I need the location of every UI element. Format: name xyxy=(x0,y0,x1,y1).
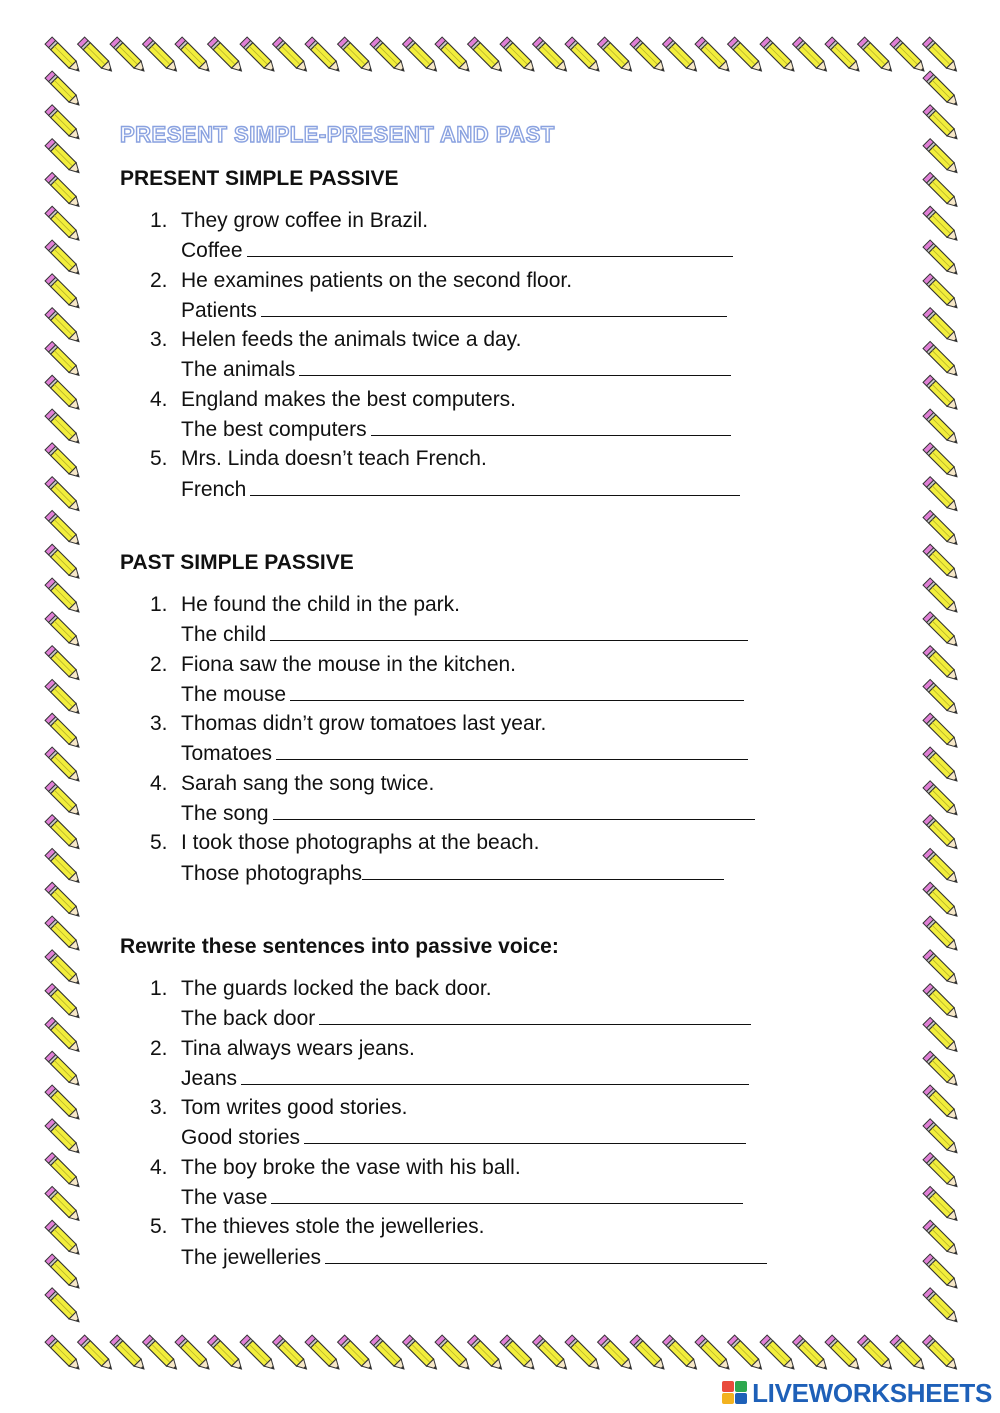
answer-blank[interactable] xyxy=(290,679,744,701)
pencil-icon xyxy=(923,544,960,581)
pencil-icon xyxy=(793,1335,830,1372)
liveworksheets-logo[interactable] xyxy=(722,1379,992,1407)
exercise-item xyxy=(120,650,880,710)
answer-prompt: The back door xyxy=(181,1007,316,1031)
pencil-icon xyxy=(760,37,797,74)
pencil-icon xyxy=(45,1119,82,1156)
exercise-list xyxy=(120,974,880,1272)
pencil-icon xyxy=(923,139,960,176)
item-sentence: Helen feeds the animals twice a day. xyxy=(181,328,522,352)
pencil-icon xyxy=(45,1085,82,1122)
item-sentence: Fiona saw the mouse in the kitchen. xyxy=(181,652,517,676)
exercise-item xyxy=(120,709,880,769)
item-number: 3. xyxy=(150,328,168,352)
worksheet-title: PRESENT SIMPLE-PRESENT AND PAST xyxy=(120,122,555,147)
pencil-icon xyxy=(45,409,82,446)
pencil-icon xyxy=(305,37,342,74)
pencil-icon xyxy=(923,206,960,243)
pencil-icon xyxy=(468,37,505,74)
pencil-icon xyxy=(273,1335,310,1372)
item-sentence: He examines patients on the second floor. xyxy=(181,268,573,292)
pencil-icon xyxy=(45,37,82,74)
item-sentence: Tom writes good stories. xyxy=(181,1096,408,1120)
answer-blank[interactable] xyxy=(371,414,731,436)
pencil-icon xyxy=(143,1335,180,1372)
pencil-icon xyxy=(825,1335,862,1372)
item-number: 4. xyxy=(150,1155,168,1179)
pencil-icon xyxy=(923,646,960,683)
item-number: 5. xyxy=(150,831,168,855)
item-sentence: Thomas didn’t grow tomatoes last year. xyxy=(181,712,547,736)
exercise-list xyxy=(120,590,880,888)
pencil-icon xyxy=(175,1335,212,1372)
pencil-icon xyxy=(45,1153,82,1190)
answer-prompt: Coffee xyxy=(181,239,243,263)
pencil-icon xyxy=(45,747,82,784)
pencil-icon xyxy=(45,950,82,987)
pencil-icon xyxy=(45,206,82,243)
answer-blank[interactable] xyxy=(276,738,748,760)
exercise-item xyxy=(120,828,880,888)
pencil-icon xyxy=(370,37,407,74)
pencil-icon xyxy=(598,37,635,74)
item-number: 3. xyxy=(150,712,168,736)
answer-prompt: The song xyxy=(181,802,269,826)
pencil-icon xyxy=(45,578,82,615)
pencil-icon xyxy=(923,950,960,987)
answer-prompt: Those photographs xyxy=(181,861,362,885)
pencil-icon xyxy=(403,1335,440,1372)
pencil-icon xyxy=(923,1153,960,1190)
pencil-icon xyxy=(923,172,960,209)
pencil-icon xyxy=(630,1335,667,1372)
pencil-icon xyxy=(45,781,82,818)
exercise-item xyxy=(120,769,880,829)
pencil-icon xyxy=(923,916,960,953)
answer-prompt: The vase xyxy=(181,1186,268,1210)
pencil-icon xyxy=(175,37,212,74)
exercise-item xyxy=(120,1034,880,1094)
pencil-icon xyxy=(923,1186,960,1223)
exercise-list xyxy=(120,206,880,504)
pencil-icon xyxy=(45,139,82,176)
answer-blank[interactable] xyxy=(247,235,733,257)
pencil-icon xyxy=(923,984,960,1021)
pencil-icon xyxy=(45,105,82,142)
pencil-icon xyxy=(825,37,862,74)
answer-blank[interactable] xyxy=(299,354,731,376)
answer-prompt: French xyxy=(181,477,247,501)
pencil-icon xyxy=(110,37,147,74)
item-sentence: Tina always wears jeans. xyxy=(181,1036,415,1060)
pencil-icon xyxy=(45,646,82,683)
pencil-icon xyxy=(208,1335,245,1372)
pencil-icon xyxy=(500,37,537,74)
pencil-icon xyxy=(240,37,277,74)
item-sentence: The thieves stole the jewelleries. xyxy=(181,1215,485,1239)
pencil-icon xyxy=(500,1335,537,1372)
pencil-icon xyxy=(663,37,700,74)
pencil-icon xyxy=(208,37,245,74)
item-number: 4. xyxy=(150,387,168,411)
pencil-icon xyxy=(923,1254,960,1291)
item-number: 2. xyxy=(150,652,168,676)
exercise-item xyxy=(120,1212,880,1272)
pencil-icon xyxy=(533,37,570,74)
pencil-icon xyxy=(923,882,960,919)
pencil-icon xyxy=(45,240,82,277)
pencil-icon xyxy=(305,1335,342,1372)
pencil-icon xyxy=(468,1335,505,1372)
exercise-item xyxy=(120,590,880,650)
pencil-icon xyxy=(45,375,82,412)
pencil-icon xyxy=(45,172,82,209)
answer-prompt: Jeans xyxy=(181,1066,238,1090)
pencil-icon xyxy=(858,37,895,74)
pencil-icon xyxy=(923,1335,960,1372)
pencil-icon xyxy=(598,1335,635,1372)
item-sentence: I took those photographs at the beach. xyxy=(181,831,540,855)
answer-prompt: Tomatoes xyxy=(181,742,273,766)
pencil-icon xyxy=(923,1051,960,1088)
pencil-icon xyxy=(110,1335,147,1372)
pencil-icon xyxy=(923,443,960,480)
pencil-icon xyxy=(630,37,667,74)
exercise-item xyxy=(120,444,880,504)
pencil-icon xyxy=(45,1017,82,1054)
answer-blank[interactable] xyxy=(319,1003,751,1025)
pencil-icon xyxy=(45,341,82,378)
pencil-icon xyxy=(45,477,82,514)
exercise-item xyxy=(120,1093,880,1153)
pencil-icon xyxy=(45,848,82,885)
item-number: 2. xyxy=(150,1036,168,1060)
pencil-icon xyxy=(890,37,927,74)
pencil-icon xyxy=(45,71,82,108)
pencil-icon xyxy=(45,1051,82,1088)
section-heading: Rewrite these sentences into passive voice: xyxy=(120,934,559,958)
section-rewrite-passive xyxy=(120,930,880,1272)
section-heading: PRESENT SIMPLE PASSIVE xyxy=(120,167,399,190)
answer-blank[interactable] xyxy=(273,798,755,820)
pencil-icon xyxy=(45,713,82,750)
pencil-icon xyxy=(45,1254,82,1291)
pencil-icon xyxy=(923,71,960,108)
answer-prompt: The animals xyxy=(181,358,296,382)
item-number: 1. xyxy=(150,592,168,616)
pencil-icon xyxy=(695,1335,732,1372)
pencil-icon xyxy=(143,37,180,74)
pencil-icon xyxy=(45,1220,82,1257)
pencil-icon xyxy=(923,713,960,750)
liveworksheets-logo-icon xyxy=(722,1381,748,1405)
pencil-icon xyxy=(565,37,602,74)
pencil-icon xyxy=(923,274,960,311)
pencil-icon xyxy=(533,1335,570,1372)
item-sentence: England makes the best computers. xyxy=(181,387,517,411)
pencil-icon xyxy=(923,1085,960,1122)
pencil-icon xyxy=(923,578,960,615)
pencil-icon xyxy=(923,341,960,378)
item-number: 5. xyxy=(150,447,168,471)
pencil-icon xyxy=(45,916,82,953)
pencil-icon xyxy=(565,1335,602,1372)
item-number: 4. xyxy=(150,771,168,795)
pencil-icon xyxy=(78,37,115,74)
worksheet-content xyxy=(120,118,880,1272)
item-sentence: Mrs. Linda doesn’t teach French. xyxy=(181,447,487,471)
pencil-icon xyxy=(923,747,960,784)
pencil-icon xyxy=(45,984,82,1021)
pencil-icon xyxy=(923,612,960,649)
pencil-icon xyxy=(45,308,82,345)
answer-blank[interactable] xyxy=(270,619,748,641)
pencil-icon xyxy=(923,781,960,818)
exercise-item xyxy=(120,266,880,326)
item-number: 1. xyxy=(150,209,168,232)
pencil-icon xyxy=(45,612,82,649)
pencil-icon xyxy=(923,308,960,345)
item-sentence: They grow coffee in Brazil. xyxy=(181,209,429,232)
pencil-icon xyxy=(370,1335,407,1372)
pencil-icon xyxy=(240,1335,277,1372)
logo-text: LIVEWORKSHEETS xyxy=(752,1377,992,1408)
item-number: 1. xyxy=(150,976,168,1000)
item-sentence: The guards locked the back door. xyxy=(181,976,492,1000)
pencil-icon xyxy=(45,882,82,919)
answer-blank[interactable] xyxy=(261,295,727,317)
exercise-item xyxy=(120,325,880,385)
exercise-item xyxy=(120,974,880,1034)
pencil-icon xyxy=(338,37,375,74)
pencil-icon xyxy=(923,1017,960,1054)
answer-blank[interactable] xyxy=(304,1122,746,1144)
pencil-icon xyxy=(45,1288,82,1325)
pencil-icon xyxy=(923,105,960,142)
item-number: 3. xyxy=(150,1096,168,1120)
section-heading: PAST SIMPLE PASSIVE xyxy=(120,550,354,574)
pencil-icon xyxy=(273,37,310,74)
pencil-icon xyxy=(338,1335,375,1372)
item-sentence: He found the child in the park. xyxy=(181,592,461,616)
pencil-icon xyxy=(45,443,82,480)
pencil-icon xyxy=(45,510,82,547)
pencil-icon xyxy=(923,240,960,277)
pencil-icon xyxy=(923,848,960,885)
pencil-icon xyxy=(45,544,82,581)
pencil-icon xyxy=(793,37,830,74)
pencil-icon xyxy=(890,1335,927,1372)
pencil-icon xyxy=(923,679,960,716)
pencil-icon xyxy=(923,510,960,547)
answer-prompt: The child xyxy=(181,623,267,647)
pencil-icon xyxy=(923,1119,960,1156)
pencil-icon xyxy=(78,1335,115,1372)
pencil-icon xyxy=(403,37,440,74)
pencil-icon xyxy=(45,679,82,716)
item-sentence: Sarah sang the song twice. xyxy=(181,771,435,795)
answer-blank[interactable] xyxy=(362,858,724,880)
pencil-icon xyxy=(45,274,82,311)
answer-prompt: The jewelleries xyxy=(181,1245,322,1269)
answer-blank[interactable] xyxy=(250,474,740,496)
exercise-item xyxy=(120,206,880,266)
pencil-icon xyxy=(923,375,960,412)
exercise-item xyxy=(120,1153,880,1213)
answer-blank[interactable] xyxy=(325,1242,767,1264)
pencil-icon xyxy=(923,1288,960,1325)
pencil-icon xyxy=(923,815,960,852)
pencil-icon xyxy=(435,1335,472,1372)
section-present-simple-passive xyxy=(120,162,880,504)
answer-blank[interactable] xyxy=(241,1063,749,1085)
pencil-icon xyxy=(728,37,765,74)
answer-prompt: The mouse xyxy=(181,682,287,706)
pencil-icon xyxy=(760,1335,797,1372)
item-number: 5. xyxy=(150,1215,168,1239)
section-past-simple-passive xyxy=(120,546,880,888)
item-number: 2. xyxy=(150,268,168,292)
answer-prompt: Good stories xyxy=(181,1126,301,1150)
pencil-icon xyxy=(435,37,472,74)
pencil-icon xyxy=(728,1335,765,1372)
pencil-icon xyxy=(45,1335,82,1372)
answer-prompt: The best computers xyxy=(181,418,367,442)
pencil-icon xyxy=(45,815,82,852)
pencil-icon xyxy=(695,37,732,74)
pencil-icon xyxy=(45,1186,82,1223)
exercise-item xyxy=(120,385,880,445)
pencil-icon xyxy=(923,409,960,446)
pencil-icon xyxy=(923,477,960,514)
pencil-icon xyxy=(663,1335,700,1372)
item-sentence: The boy broke the vase with his ball. xyxy=(181,1155,521,1179)
answer-blank[interactable] xyxy=(271,1182,743,1204)
pencil-icon xyxy=(923,1220,960,1257)
answer-prompt: Patients xyxy=(181,298,257,322)
pencil-icon xyxy=(923,37,960,74)
pencil-icon xyxy=(858,1335,895,1372)
